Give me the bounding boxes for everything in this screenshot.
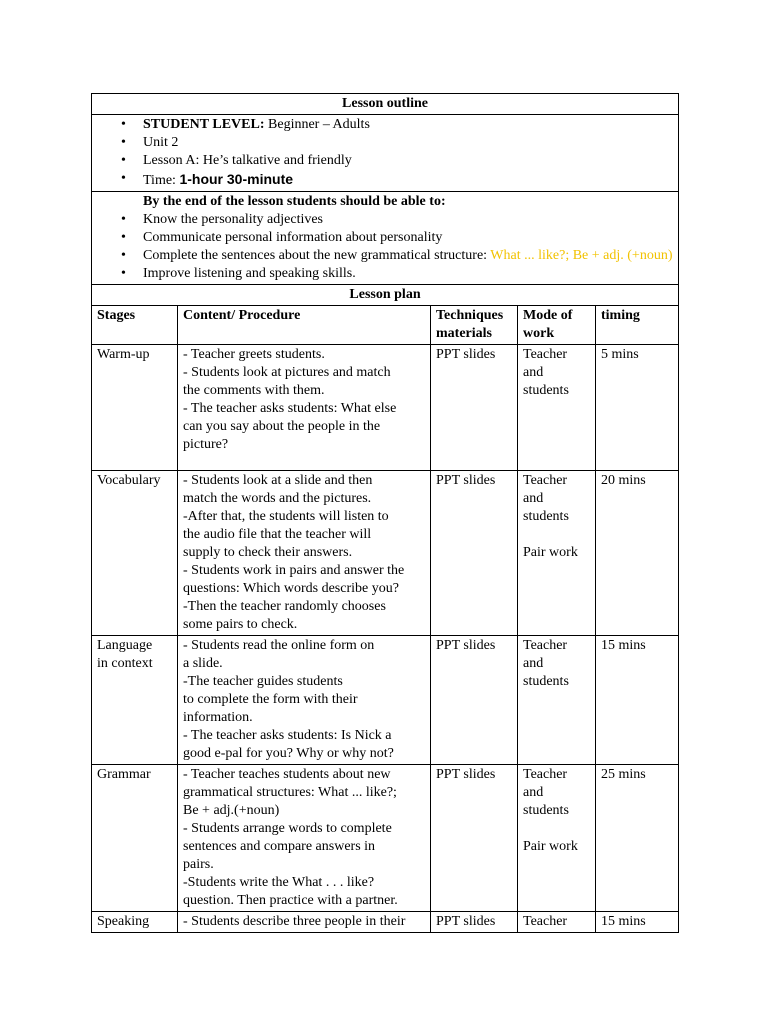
techniques-cell: PPT slides	[431, 912, 518, 933]
lesson-item: • Lesson A: He’s talkative and friendly	[143, 152, 673, 170]
content-cell: - Teacher greets students. - Students look at pictures and match the comments with them. - The teacher asks students: What else can you say about the people in the picture?	[178, 345, 431, 471]
objectives-heading: By the end of the lesson students should be able to:	[143, 194, 446, 209]
unit-item: • Unit 2	[143, 134, 673, 152]
time-item: • Time: 1-hour 30-minute	[143, 170, 673, 190]
timing-cell: 20 mins	[596, 471, 679, 636]
table-row	[92, 345, 679, 471]
plan-title-row	[92, 285, 679, 306]
table-row	[92, 471, 679, 636]
outline-title: Lesson outline	[92, 94, 679, 115]
plan-header-row	[92, 306, 679, 345]
objectives-list	[97, 211, 673, 283]
objective-item: • Know the personality adjectives	[143, 211, 673, 229]
techniques-cell: PPT slides	[431, 345, 518, 471]
objective-item: • Communicate personal information about personality	[143, 229, 673, 247]
mode-cell: Teacher and students Pair work	[518, 471, 596, 636]
student-level-item: • STUDENT LEVEL: Beginner – Adults	[143, 116, 673, 134]
table-row	[92, 765, 679, 912]
objective-item: • Complete the sentences about the new grammatical structure: What ... like?; Be + adj. (+noun)	[143, 247, 673, 265]
header-techniques: Techniques materials	[431, 306, 518, 345]
lesson-document	[91, 93, 678, 933]
mode-cell: Teacher	[518, 912, 596, 933]
mode-cell: Teacher and students Pair work	[518, 765, 596, 912]
objectives-row	[92, 192, 679, 285]
plan-title: Lesson plan	[92, 285, 679, 306]
objective-item: • Improve listening and speaking skills.	[143, 265, 673, 283]
stage-cell: Speaking	[92, 912, 178, 933]
timing-cell: 5 mins	[596, 345, 679, 471]
mode-cell: Teacher and students	[518, 636, 596, 765]
timing-cell: 25 mins	[596, 765, 679, 912]
header-content: Content/ Procedure	[178, 306, 431, 345]
techniques-cell: PPT slides	[431, 765, 518, 912]
header-timing: timing	[596, 306, 679, 345]
content-cell: - Teacher teaches students about new grammatical structures: What ... like?; Be + adj.(+noun) - Students arrange words to complete sentences and compare answers in pairs. -Students write the What . . . like? question. Then practice with a partner.	[178, 765, 431, 912]
stage-cell: Grammar	[92, 765, 178, 912]
header-mode: Mode of work	[518, 306, 596, 345]
content-cell: - Students read the online form on a slide. -The teacher guides students to complete the form with their information. - The teacher asks students: Is Nick a good e-pal for you? Why or why not?	[178, 636, 431, 765]
outline-list	[97, 116, 673, 190]
header-stages: Stages	[92, 306, 178, 345]
stage-cell: Language in context	[92, 636, 178, 765]
lesson-table	[91, 93, 679, 933]
mode-cell: Teacher and students	[518, 345, 596, 471]
table-row	[92, 636, 679, 765]
outline-title-row	[92, 94, 679, 115]
techniques-cell: PPT slides	[431, 471, 518, 636]
table-row	[92, 912, 679, 933]
grammar-highlight: What ... like?; Be + adj. (+noun)	[490, 248, 673, 263]
content-cell: - Students look at a slide and then match the words and the pictures. -After that, the students will listen to the audio file that the teacher will supply to check their answers. - Students work in pairs and answer the questions: Which words describe you? -Then the teacher randomly chooses some pairs to check.	[178, 471, 431, 636]
outline-info-row	[92, 115, 679, 192]
timing-cell: 15 mins	[596, 912, 679, 933]
stage-cell: Warm-up	[92, 345, 178, 471]
techniques-cell: PPT slides	[431, 636, 518, 765]
timing-cell: 15 mins	[596, 636, 679, 765]
content-cell: - Students describe three people in their	[178, 912, 431, 933]
stage-cell: Vocabulary	[92, 471, 178, 636]
